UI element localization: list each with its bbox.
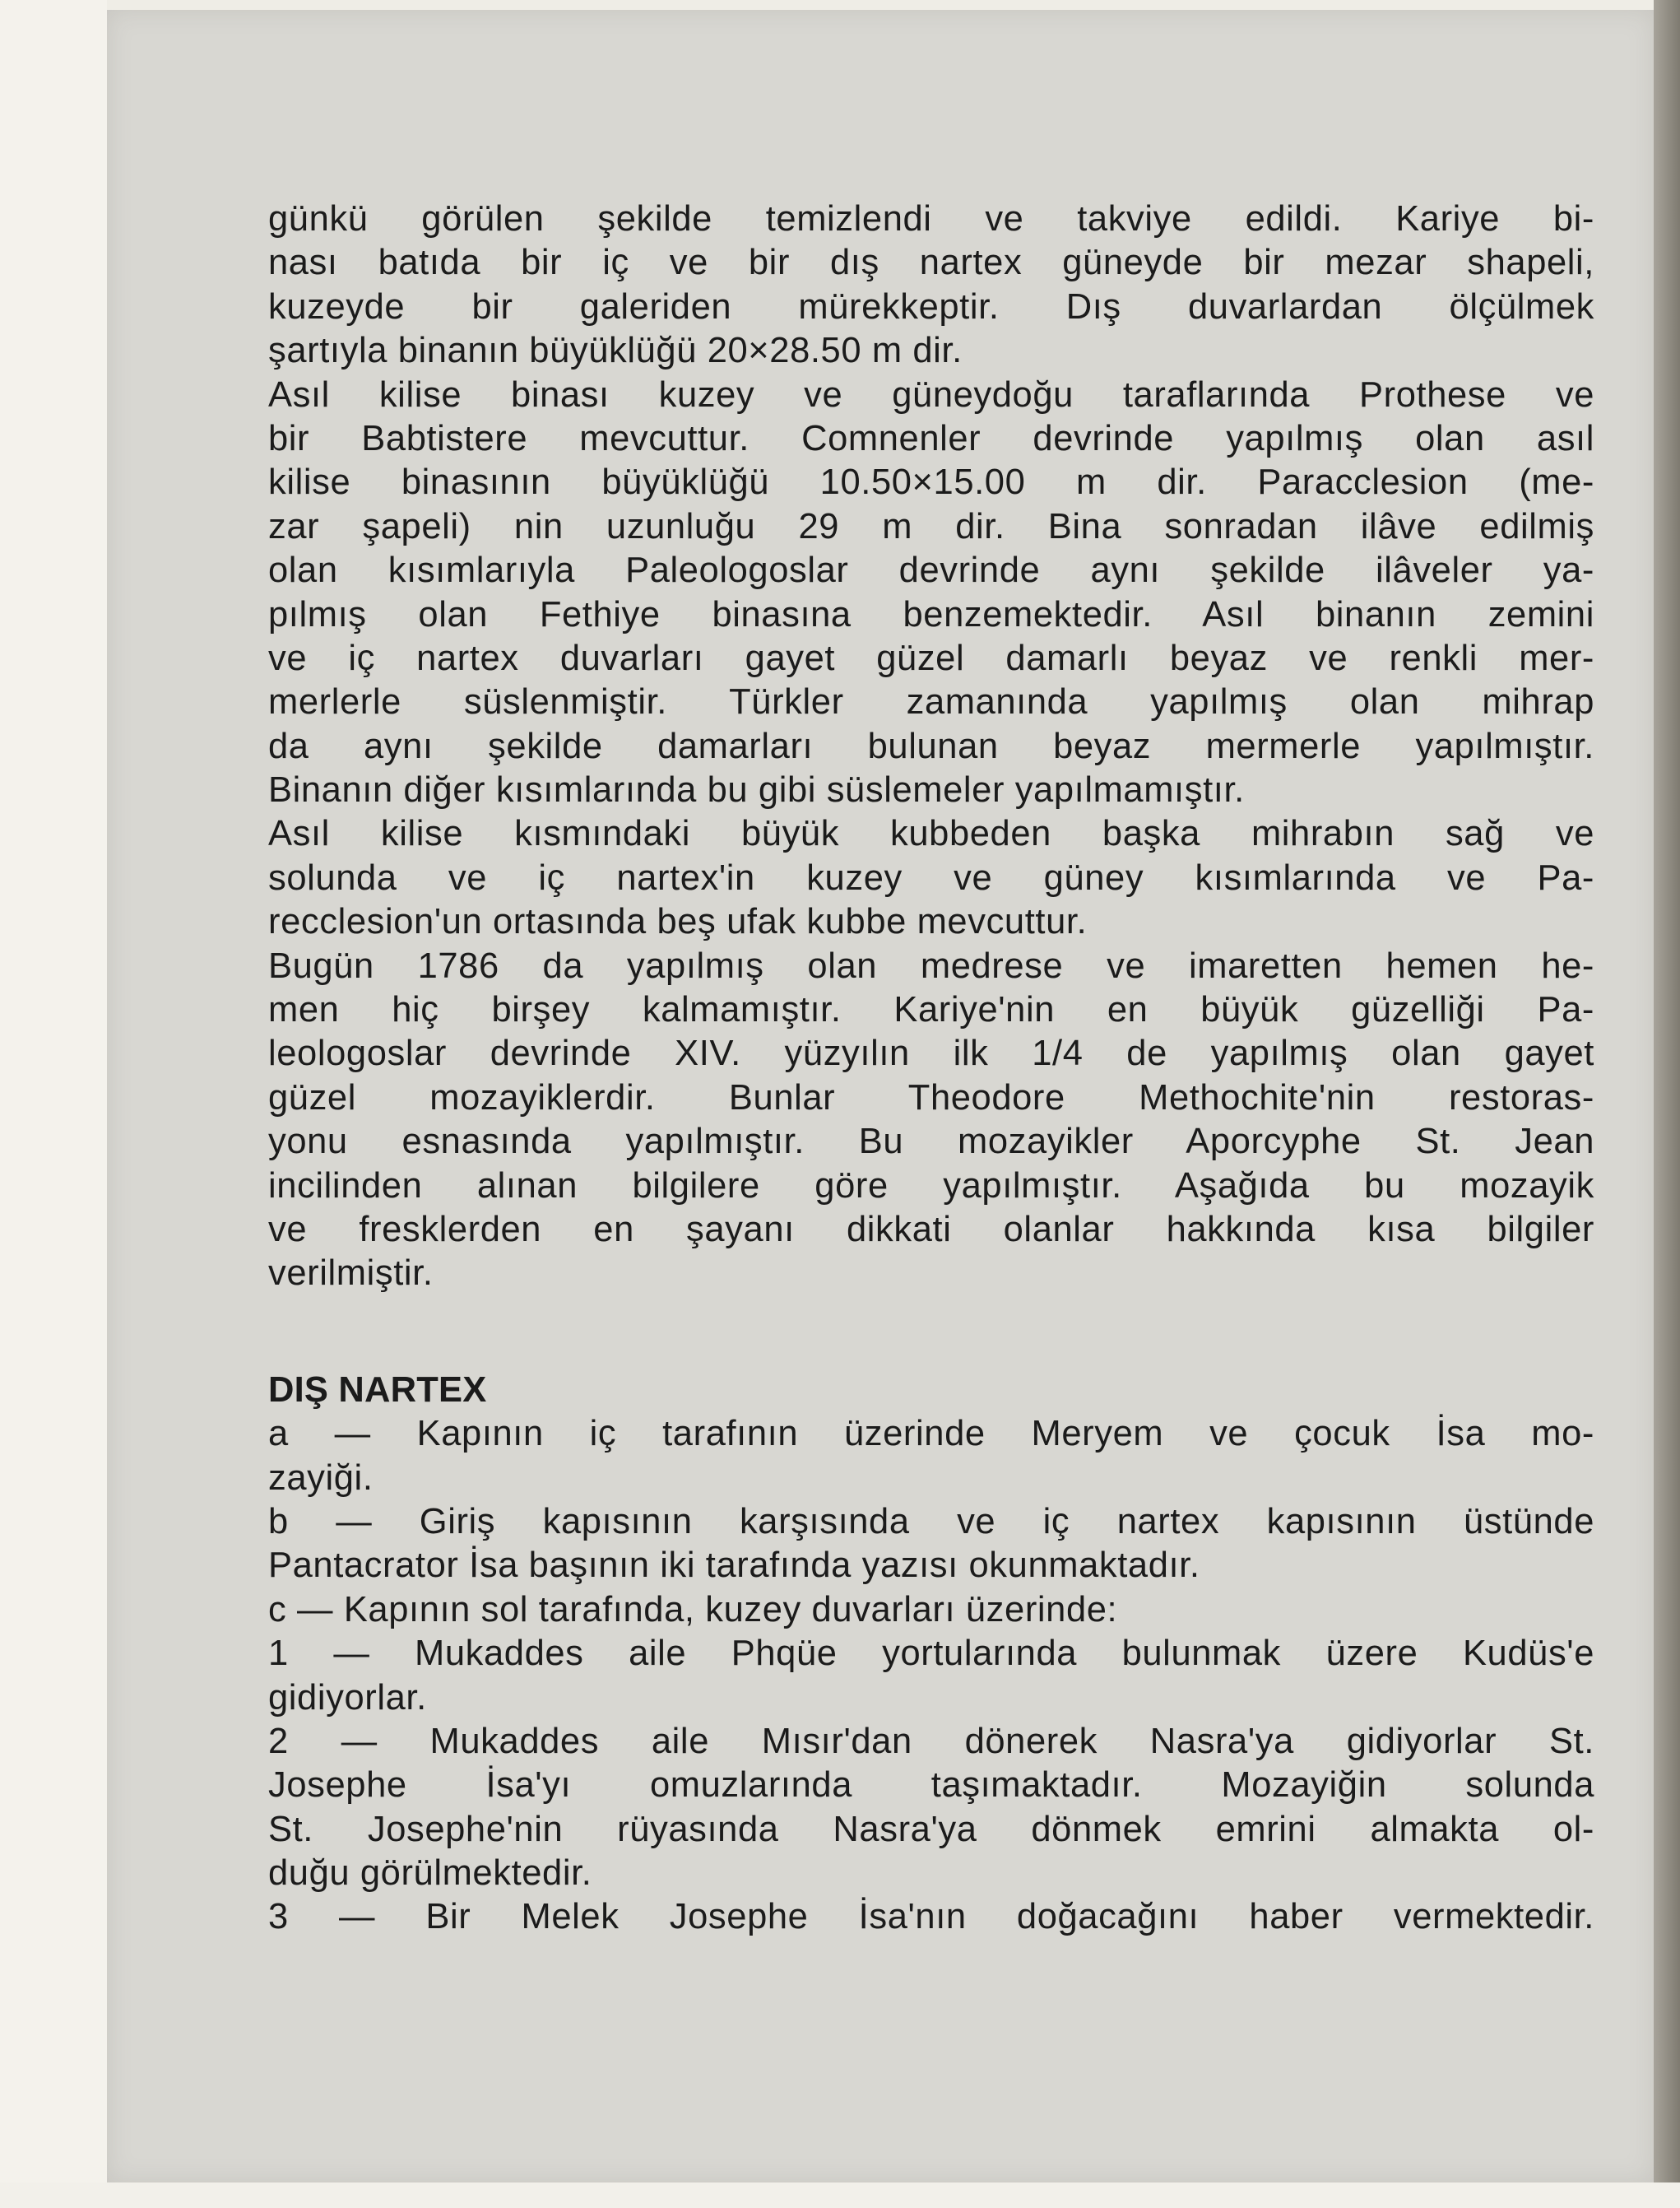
list-item-b	[268, 1500, 1594, 1588]
text-line: kilise binasının büyüklüğü 10.50×15.00 m dir. Paracclesion (me-	[268, 463, 1594, 503]
text-line: a — Kapının iç tarafının üzerinde Meryem ve çocuk İsa mo-	[268, 1414, 1594, 1454]
text-line: recclesion'un ortasında beş ufak kubbe mevcuttur.	[268, 902, 1088, 942]
text-line: ve iç nartex duvarları gayet güzel damarlı beyaz ve renkli mer-	[268, 638, 1594, 678]
text-line: zar şapeli) nin uzunluğu 29 m dir. Bina sonradan ilâve edilmiş	[268, 506, 1594, 546]
text-line: men hiç birşey kalmamıştır. Kariye'nin en büyük güzelliği Pa-	[268, 990, 1594, 1030]
text-line: Asıl kilise kısmındaki büyük kubbeden başka mihrabın sağ ve	[268, 814, 1594, 854]
list-item-1	[268, 1632, 1594, 1720]
text-line: 1 — Mukaddes aile Phqüe yortularında bulunmak üzere Kudüs'e	[268, 1634, 1594, 1674]
text-line: olan kısımlarıyla Paleologoslar devrinde aynı şekilde ilâveler ya-	[268, 551, 1594, 591]
text-line: duğu görülmektedir.	[268, 1853, 592, 1894]
text-line: da aynı şekilde damarları bulunan beyaz mermerle yapılmıştır.	[268, 726, 1594, 766]
scan-bottom-margin	[0, 2182, 1680, 2208]
list-item-c	[268, 1588, 1594, 1632]
list-item-3	[268, 1895, 1594, 1939]
text-line: günkü görülen şekilde temizlendi ve takviye edildi. Kariye bi-	[268, 199, 1594, 239]
paragraph-1	[268, 198, 1594, 374]
text-line: zayiği.	[268, 1457, 374, 1498]
scan-left-margin	[0, 0, 107, 2208]
text-line: gidiyorlar.	[268, 1677, 427, 1718]
text-line: c — Kapının sol tarafında, kuzey duvarları üzerinde:	[268, 1589, 1118, 1629]
text-line: incilinden alınan bilgilere göre yapılmıştır. Aşağıda bu mozayik	[268, 1165, 1594, 1206]
text-line: 2 — Mukaddes aile Mısır'dan dönerek Nasra'ya gidiyorlar St.	[268, 1721, 1594, 1761]
paragraph-3	[268, 812, 1594, 944]
text-line: kuzeyde bir galeriden mürekkeptir. Dış duvarlardan ölçülmek	[268, 286, 1594, 327]
text-line: 3 — Bir Melek Josephe İsa'nın doğacağını haber vermektedir.	[268, 1897, 1594, 1937]
scan-right-edge	[1654, 0, 1680, 2208]
text-line: merlerle süslenmiştir. Türkler zamanında yapılmış olan mihrap	[268, 682, 1594, 723]
list-item-2	[268, 1720, 1594, 1896]
list-item-a	[268, 1412, 1594, 1500]
text-line: b — Giriş kapısının karşısında ve iç nartex kapısının üstünde	[268, 1501, 1594, 1541]
text-line: St. Josephe'nin rüyasında Nasra'ya dönmek emrini almakta ol-	[268, 1809, 1594, 1849]
paragraph-2	[268, 374, 1594, 813]
paragraph-4	[268, 945, 1594, 1296]
text-line: Pantacrator İsa başının iki tarafında yazısı okunmaktadır.	[268, 1546, 1200, 1586]
text-line: ve fresklerden en şayanı dikkati olanlar hakkında kısa bilgiler	[268, 1209, 1594, 1249]
text-line: Binanın diğer kısımlarında bu gibi süslemeler yapılmamıştır.	[268, 770, 1245, 811]
text-line: verilmiştir.	[268, 1253, 434, 1294]
text-line: Josephe İsa'yı omuzlarında taşımaktadır. Mozayiğin solunda	[268, 1765, 1594, 1806]
text-line: Bugün 1786 da yapılmış olan medrese ve imaretten hemen he-	[268, 946, 1594, 986]
text-line: yonu esnasında yapılmıştır. Bu mozayikler Aporcyphe St. Jean	[268, 1122, 1594, 1162]
page-text	[268, 198, 1594, 1940]
text-line: nası batıda bir iç ve bir dış nartex güneyde bir mezar shapeli,	[268, 243, 1594, 283]
text-line: bir Babtistere mevcuttur. Comnenler devrinde yapılmış olan asıl	[268, 418, 1594, 458]
text-line: güzel mozayiklerdir. Bunlar Theodore Methochite'nin restoras-	[268, 1077, 1594, 1118]
text-line: şartıyla binanın büyüklüğü 20×28.50 m dir.	[268, 331, 963, 371]
text-line: pılmış olan Fethiye binasına benzemektedir. Asıl binanın zemini	[268, 594, 1594, 635]
text-line: solunda ve iç nartex'in kuzey ve güney kısımlarında ve Pa-	[268, 858, 1594, 898]
section-heading: DIŞ NARTEX	[268, 1369, 487, 1410]
section-spacer	[268, 1296, 1594, 1369]
text-line: leologoslar devrinde XIV. yüzyılın ilk 1/4 de yapılmış olan gayet	[268, 1034, 1594, 1074]
text-line: Asıl kilise binası kuzey ve güneydoğu taraflarında Prothese ve	[268, 374, 1594, 415]
